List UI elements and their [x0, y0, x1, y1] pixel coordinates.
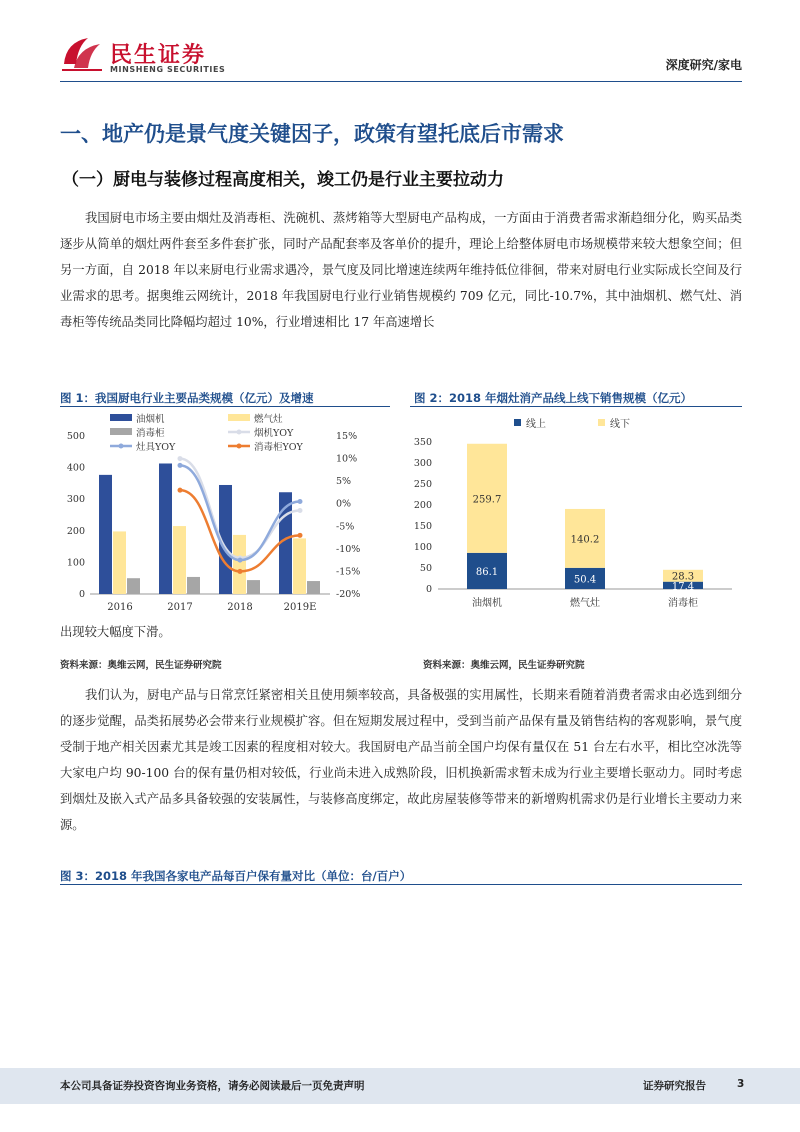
brand-name-cn: 民生证券 [110, 43, 207, 68]
legend-label: 消毒柜 [136, 428, 165, 439]
y-right-tick: 10% [336, 453, 358, 465]
legend-swatch [110, 428, 132, 435]
section-heading: 一、地产仍是景气度关键因子，政策有望托底后市需求 [60, 121, 564, 146]
point-烟机YOY [178, 456, 183, 461]
data-label: 28.3 [671, 571, 695, 583]
point-消毒柜YOY [178, 488, 183, 493]
legend-label: 消毒柜YOY [254, 442, 303, 453]
y-left-tick: 0 [78, 589, 85, 600]
x-tick-label: 油烟机 [472, 598, 502, 609]
data-label: 259.7 [472, 494, 502, 506]
bar-油烟机 [99, 475, 112, 594]
x-tick-label: 2016 [107, 602, 133, 613]
y-tick: 0 [425, 584, 432, 595]
y-right-tick: 15% [336, 431, 358, 442]
figure-1-title: 图 1：我国厨电行业主要品类规模（亿元）及增速 [60, 391, 314, 405]
y-right-tick: -15% [336, 566, 361, 578]
point-消毒柜YOY [298, 533, 303, 538]
report-category: 深度研究/家电 [665, 58, 742, 72]
y-tick: 50 [419, 563, 432, 574]
y-right-tick: -5% [336, 521, 355, 533]
legend-label: 线下 [610, 419, 630, 430]
legend-label: 燃气灶 [254, 414, 283, 425]
x-tick-label: 2017 [167, 602, 193, 613]
figure-3-title: 图 3：2018 年我国各家电产品每百户保有量对比（单位：台/百户） [60, 869, 412, 883]
y-tick: 300 [413, 458, 432, 469]
y-tick: 100 [413, 542, 432, 553]
paragraph-1-tail: 出现较大幅度下滑。 [60, 625, 171, 639]
legend-swatch [110, 414, 132, 421]
brand-name-en: MINSHENG SECURITIES [110, 65, 226, 74]
y-left-tick: 400 [66, 462, 85, 474]
bar-消毒柜 [307, 581, 320, 594]
y-tick: 150 [413, 521, 432, 532]
y-left-tick: 500 [66, 431, 85, 442]
figure-2-title: 图 2：2018 年烟灶消产品线上线下销售规模（亿元） [414, 391, 693, 405]
legend-swatch [228, 414, 250, 421]
point-灶具YOY [178, 463, 183, 468]
subsection-heading: （一）厨电与装修过程高度相关，竣工仍是行业主要拉动力 [62, 170, 504, 190]
bar-燃气灶 [233, 535, 246, 594]
y-left-tick: 300 [66, 494, 85, 506]
paragraph-2: 我们认为，厨电产品与日常烹饪紧密相关且使用频率较高，具备极强的实用属性，长期来看随着消费者需求由必选到细分的逐步觉醒，品类拓展势必会带来行业规模扩容。但在短期发展过程中，受到当前产品保有量及销售结构的客观影响，景气度受制于地产相关因素尤其是竣工因素的程度相对较大。我国厨电产品当前全国户均保有量仅在 51 台左右水平，相比空冰洗等大家电户均 90-100 台的保有量仍相对较低，行业尚未进入成熟阶段，旧机换新需求暂未成为行业主要增长驱动力。同时考虑到烟灶及嵌入式产品多具备较强的安装属性，与装修高度绑定，故此房屋装修等带来的新增购机需求仍是行业增长主要动力来源。 [60, 688, 742, 832]
legend-swatch [514, 419, 521, 426]
x-tick-label: 2019E [283, 602, 317, 613]
bar-燃气灶 [293, 538, 306, 594]
figure-2-source: 资料来源：奥维云网，民生证券研究院 [423, 660, 585, 671]
figure-1-chart [60, 408, 390, 618]
x-tick-label: 燃气灶 [570, 598, 600, 609]
y-tick: 350 [413, 437, 432, 448]
y-right-tick: -10% [336, 543, 361, 555]
bar-油烟机 [159, 463, 172, 594]
legend-label: 烟机YOY [254, 428, 294, 439]
page-number: 3 [737, 1078, 745, 1090]
point-灶具YOY [298, 499, 303, 504]
x-tick-label: 2018 [227, 602, 253, 613]
data-label: 17.4 [671, 581, 695, 593]
legend-label: 油烟机 [136, 414, 165, 425]
bar-燃气灶 [113, 531, 126, 594]
legend-label: 线上 [526, 419, 546, 430]
footer-disclaimer: 本公司具备证券投资咨询业务资格，请务必阅读最后一页免责声明 [60, 1080, 365, 1092]
legend-label: 灶具YOY [136, 442, 176, 453]
bar-燃气灶 [173, 526, 186, 594]
y-left-tick: 100 [66, 557, 85, 569]
y-right-tick: -20% [336, 589, 361, 600]
figure-1-rule [60, 406, 390, 407]
header-divider [60, 81, 742, 82]
minsheng-logo-icon [60, 34, 104, 74]
data-label: 140.2 [570, 534, 600, 546]
legend-marker [119, 444, 124, 449]
figure-3-rule [60, 884, 742, 885]
y-tick: 250 [413, 479, 432, 490]
bar-消毒柜 [247, 580, 260, 594]
legend-swatch [598, 419, 605, 426]
legend-marker [237, 444, 242, 449]
y-left-tick: 200 [66, 525, 85, 537]
bar-消毒柜 [127, 578, 140, 594]
y-tick: 200 [413, 500, 432, 511]
footer-report-type: 证券研究报告 [643, 1080, 706, 1092]
y-right-tick: 0% [336, 498, 352, 510]
page-header [0, 0, 800, 84]
point-灶具YOY [238, 558, 243, 563]
point-消毒柜YOY [238, 569, 243, 574]
figure-1-source: 资料来源：奥维云网，民生证券研究院 [60, 660, 222, 671]
paragraph-1: 我国厨电市场主要由烟灶及消毒柜、洗碗机、蒸烤箱等大型厨电产品构成，一方面由于消费者需求渐趋细分化，购买品类逐步从简单的烟灶两件套至多件套扩张，同时产品配套率及客单价的提升，理论上给整体厨电市场规模带来较大想象空间；但另一方面，自 2018 年以来厨电行业需求遇冷，景气度及同比增速连续两年维持低位徘徊，带来对厨电行业实际成长空间及行业需求的思考。据奥维云网统计，2018 年我国厨电行业行业销售规模约 709 亿元，同比-10.7%，其中油烟机、燃气灶、消毒柜等传统品类同比降幅均超过 10%，行业增速相比 17 年高速增长 [60, 211, 742, 329]
data-label: 86.1 [475, 566, 499, 578]
legend-marker [237, 430, 242, 435]
x-tick-label: 消毒柜 [668, 598, 698, 609]
figure-2-chart [410, 408, 742, 618]
bar-消毒柜 [187, 577, 200, 594]
y-right-tick: 5% [336, 476, 352, 488]
figure-2-rule [410, 406, 742, 407]
data-label: 50.4 [573, 574, 597, 586]
point-烟机YOY [298, 508, 303, 513]
